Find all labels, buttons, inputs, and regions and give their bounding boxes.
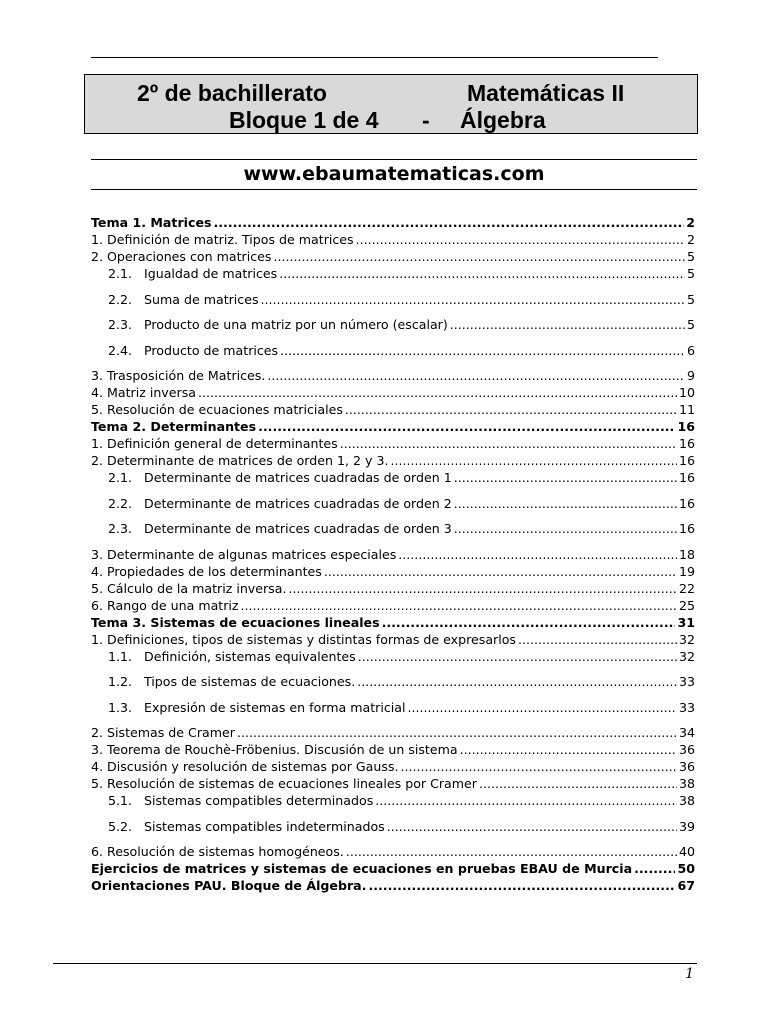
toc-label xyxy=(108,496,452,512)
toc-number: 2.2. xyxy=(108,496,133,511)
toc-leader-dots xyxy=(261,292,685,308)
toc-page-number: 22 xyxy=(678,581,695,596)
toc-entry[interactable] xyxy=(91,402,695,418)
toc-label xyxy=(91,232,354,248)
toc-number: 2.4. xyxy=(108,343,133,358)
toc-label xyxy=(91,759,398,775)
toc-page-number: 36 xyxy=(678,759,695,774)
toc-label xyxy=(91,402,343,418)
toc-section[interactable] xyxy=(91,861,695,877)
toc-entry[interactable] xyxy=(91,385,695,401)
toc-label xyxy=(91,215,211,231)
toc-label xyxy=(91,436,338,452)
toc-leader-dots xyxy=(375,793,677,809)
toc-page-number: 31 xyxy=(677,615,695,630)
toc-page-number: 19 xyxy=(678,564,695,579)
toc-subentry[interactable] xyxy=(108,470,695,486)
toc-entry[interactable] xyxy=(91,232,695,248)
toc-subentry[interactable] xyxy=(108,266,695,282)
toc-label xyxy=(91,725,235,741)
toc-leader-dots xyxy=(454,521,677,537)
toc-leader-dots xyxy=(288,581,677,597)
toc-title: Igualdad de matrices xyxy=(144,266,278,281)
toc-page-number: 16 xyxy=(678,496,695,511)
toc-title: 1. Definiciones, tipos de sistemas y distintas formas de expresarlos xyxy=(91,632,516,647)
toc-leader-dots xyxy=(368,878,675,894)
toc-leader-dots xyxy=(237,725,677,741)
toc-entry[interactable] xyxy=(91,453,695,469)
toc-label xyxy=(91,844,344,860)
toc-title: Determinante de matrices cuadradas de orden 2 xyxy=(144,496,452,511)
toc-title: 2. Sistemas de Cramer xyxy=(91,725,235,740)
toc-number: 2.1. xyxy=(108,266,133,281)
toc-label xyxy=(91,598,239,614)
toc-page-number: 2 xyxy=(686,215,695,230)
toc-number: 5.1. xyxy=(108,793,133,808)
toc-entry[interactable] xyxy=(91,436,695,452)
toc-leader-dots xyxy=(398,547,677,563)
toc-label xyxy=(108,317,448,333)
toc-leader-dots xyxy=(454,470,677,486)
toc-number: 2.3. xyxy=(108,521,133,536)
toc-title: Definición, sistemas equivalentes xyxy=(144,649,356,664)
toc-number: 1.3. xyxy=(108,700,133,715)
toc-entry[interactable] xyxy=(91,368,695,384)
website-bottom-rule xyxy=(91,189,697,190)
toc-leader-dots xyxy=(518,632,677,648)
toc-leader-dots xyxy=(345,402,677,418)
toc-label xyxy=(91,419,256,435)
toc-subentry[interactable] xyxy=(108,674,695,690)
toc-section[interactable] xyxy=(91,878,695,894)
toc-title: 1. Definición general de determinantes xyxy=(91,436,338,451)
toc-leader-dots xyxy=(267,368,685,384)
toc-page-number: 33 xyxy=(678,674,695,689)
toc-leader-dots xyxy=(382,615,676,631)
toc-leader-dots xyxy=(454,496,677,512)
toc-title: 6. Rango de una matriz xyxy=(91,598,239,613)
toc-entry[interactable] xyxy=(91,632,695,648)
toc-page-number: 34 xyxy=(678,725,695,740)
toc-page-number: 5 xyxy=(686,249,695,264)
toc-subentry[interactable] xyxy=(108,649,695,665)
toc-entry[interactable] xyxy=(91,547,695,563)
toc-title: Determinante de matrices cuadradas de orden 3 xyxy=(144,521,452,536)
toc-page-number: 38 xyxy=(678,793,695,808)
toc-entry[interactable] xyxy=(91,581,695,597)
toc-label xyxy=(108,470,452,486)
toc-leader-dots xyxy=(346,844,677,860)
toc-subentry[interactable] xyxy=(108,819,695,835)
toc-page-number: 67 xyxy=(677,878,695,893)
toc-page-number: 10 xyxy=(678,385,695,400)
toc-title: Ejercicios de matrices y sistemas de ecuaciones en pruebas EBAU de Murcia xyxy=(91,861,633,876)
toc-label xyxy=(91,564,322,580)
toc-label xyxy=(91,632,516,648)
toc-label xyxy=(91,742,458,758)
block-label: Bloque 1 de 4 xyxy=(229,107,379,133)
toc-number: 1.2. xyxy=(108,674,133,689)
toc-label xyxy=(91,615,380,631)
toc-leader-dots xyxy=(280,343,685,359)
toc-page-number: 25 xyxy=(678,598,695,613)
toc-label xyxy=(108,793,373,809)
toc-entry[interactable] xyxy=(91,725,695,741)
toc-label xyxy=(108,343,278,359)
toc-label xyxy=(91,878,366,894)
toc-label xyxy=(108,292,259,308)
toc-title: 2. Determinante de matrices de orden 1, 2 y 3. xyxy=(91,453,389,468)
toc-label xyxy=(91,385,196,401)
website-top-rule xyxy=(91,159,697,160)
toc-title: 4. Discusión y resolución de sistemas por Gauss. xyxy=(91,759,399,774)
toc-subentry[interactable] xyxy=(108,317,695,333)
toc-number: 2.1. xyxy=(108,470,133,485)
toc-section[interactable] xyxy=(91,215,695,231)
subject-label: Matemáticas II xyxy=(467,80,625,106)
toc-number: 2.3. xyxy=(108,317,133,332)
toc-label xyxy=(108,266,277,282)
toc-subentry[interactable] xyxy=(108,343,695,359)
website-link[interactable]: www.ebaumatematicas.com xyxy=(243,163,545,185)
top-rule xyxy=(91,57,658,58)
toc-leader-dots xyxy=(324,564,677,580)
toc-label xyxy=(108,649,356,665)
toc-label xyxy=(91,776,477,792)
toc-title: Orientaciones PAU. Bloque de Álgebra. xyxy=(91,878,367,893)
toc-title: Tema 1. Matrices xyxy=(91,215,212,230)
toc-title: Tema 2. Determinantes xyxy=(91,419,257,434)
toc-page-number: 16 xyxy=(678,436,695,451)
toc-page-number: 16 xyxy=(678,470,695,485)
toc-leader-dots xyxy=(460,742,677,758)
toc-page-number: 32 xyxy=(678,649,695,664)
toc-page-number: 18 xyxy=(678,547,695,562)
toc-title: 4. Propiedades de los determinantes xyxy=(91,564,322,579)
toc-page-number: 6 xyxy=(686,343,695,358)
toc-leader-dots xyxy=(479,776,677,792)
toc-title: 1. Definición de matriz. Tipos de matrices xyxy=(91,232,354,247)
toc-title: Tema 3. Sistemas de ecuaciones lineales xyxy=(91,615,380,630)
toc-label xyxy=(108,521,452,537)
toc-page-number: 32 xyxy=(678,632,695,647)
toc-subentry[interactable] xyxy=(108,793,695,809)
toc-title: 3. Trasposición de Matrices. xyxy=(91,368,266,383)
toc-label xyxy=(91,249,271,265)
toc-label xyxy=(91,547,396,563)
toc-subentry[interactable] xyxy=(108,292,695,308)
toc-label xyxy=(108,819,385,835)
title-separator: - xyxy=(422,107,430,133)
toc-entry[interactable] xyxy=(91,564,695,580)
toc-page-number: 5 xyxy=(686,317,695,332)
course-label: 2º de bachillerato xyxy=(137,80,327,106)
toc-label xyxy=(91,453,388,469)
toc-leader-dots xyxy=(356,232,685,248)
toc-page-number: 16 xyxy=(677,419,695,434)
toc-page-number: 40 xyxy=(678,844,695,859)
toc-title: Producto de matrices xyxy=(144,343,279,358)
toc-page-number: 11 xyxy=(678,402,695,417)
toc-label xyxy=(91,861,632,877)
toc-subentry[interactable] xyxy=(108,700,695,716)
toc-title: 5. Cálculo de la matriz inversa. xyxy=(91,581,287,596)
toc-leader-dots xyxy=(273,249,685,265)
toc-page-number: 16 xyxy=(678,521,695,536)
toc-entry[interactable] xyxy=(91,844,695,860)
toc-leader-dots xyxy=(241,598,677,614)
toc-entry[interactable] xyxy=(91,249,695,265)
toc-leader-dots xyxy=(279,266,685,282)
toc-title: Sistemas compatibles indeterminados xyxy=(144,819,385,834)
toc-page-number: 5 xyxy=(686,292,695,307)
toc-leader-dots xyxy=(450,317,685,333)
toc-page-number: 33 xyxy=(678,700,695,715)
toc-page-number: 5 xyxy=(686,266,695,281)
toc-label xyxy=(91,581,286,597)
toc-leader-dots xyxy=(340,436,677,452)
topic-label: Álgebra xyxy=(460,107,546,133)
toc-number: 1.1. xyxy=(108,649,133,664)
toc-title: 3. Teorema de Rouchè-Fröbenius. Discusión de un sistema xyxy=(91,742,458,757)
toc-leader-dots xyxy=(387,819,677,835)
toc-title: 6. Resolución de sistemas homogéneos. xyxy=(91,844,344,859)
toc-number: 5.2. xyxy=(108,819,133,834)
toc-leader-dots xyxy=(400,759,677,775)
toc-title: 2. Operaciones con matrices xyxy=(91,249,272,264)
toc-leader-dots xyxy=(357,674,677,690)
toc-label xyxy=(108,674,355,690)
toc-page-number: 9 xyxy=(686,368,695,383)
toc-leader-dots xyxy=(390,453,677,469)
toc-entry[interactable] xyxy=(91,776,695,792)
footer-rule xyxy=(53,963,697,964)
toc-title: 3. Determinante de algunas matrices especiales xyxy=(91,547,397,562)
toc-leader-dots xyxy=(198,385,677,401)
toc-title: Tipos de sistemas de ecuaciones. xyxy=(144,674,356,689)
title-box xyxy=(84,74,698,134)
toc-entry[interactable] xyxy=(91,742,695,758)
toc-title: Determinante de matrices cuadradas de orden 1 xyxy=(144,470,452,485)
toc-page-number: 36 xyxy=(678,742,695,757)
toc-page-number: 38 xyxy=(678,776,695,791)
toc-leader-dots xyxy=(258,419,675,435)
toc-label xyxy=(108,700,405,716)
toc-title: 5. Resolución de sistemas de ecuaciones lineales por Cramer xyxy=(91,776,477,791)
page-number: 1 xyxy=(685,966,694,982)
toc-section[interactable] xyxy=(91,419,695,435)
toc-page-number: 50 xyxy=(677,861,695,876)
toc-page-number: 16 xyxy=(678,453,695,468)
toc-title: Sistemas compatibles determinados xyxy=(144,793,374,808)
toc-subentry[interactable] xyxy=(108,521,695,537)
toc-leader-dots xyxy=(213,215,684,231)
toc-title: 4. Matriz inversa xyxy=(91,385,196,400)
toc-leader-dots xyxy=(407,700,677,716)
toc-number: 2.2. xyxy=(108,292,133,307)
toc-entry[interactable] xyxy=(91,598,695,614)
toc-page-number: 39 xyxy=(678,819,695,834)
toc-title: Expresión de sistemas en forma matricial xyxy=(144,700,406,715)
toc-title: Suma de matrices xyxy=(144,292,259,307)
toc-leader-dots xyxy=(358,649,677,665)
toc-page-number: 2 xyxy=(686,232,695,247)
toc-section[interactable] xyxy=(91,615,695,631)
toc-subentry[interactable] xyxy=(108,496,695,512)
toc-entry[interactable] xyxy=(91,759,695,775)
toc-title: 5. Resolución de ecuaciones matriciales xyxy=(91,402,343,417)
toc-title: Producto de una matriz por un número (escalar) xyxy=(144,317,448,332)
toc-leader-dots xyxy=(634,861,675,877)
toc-label xyxy=(91,368,265,384)
